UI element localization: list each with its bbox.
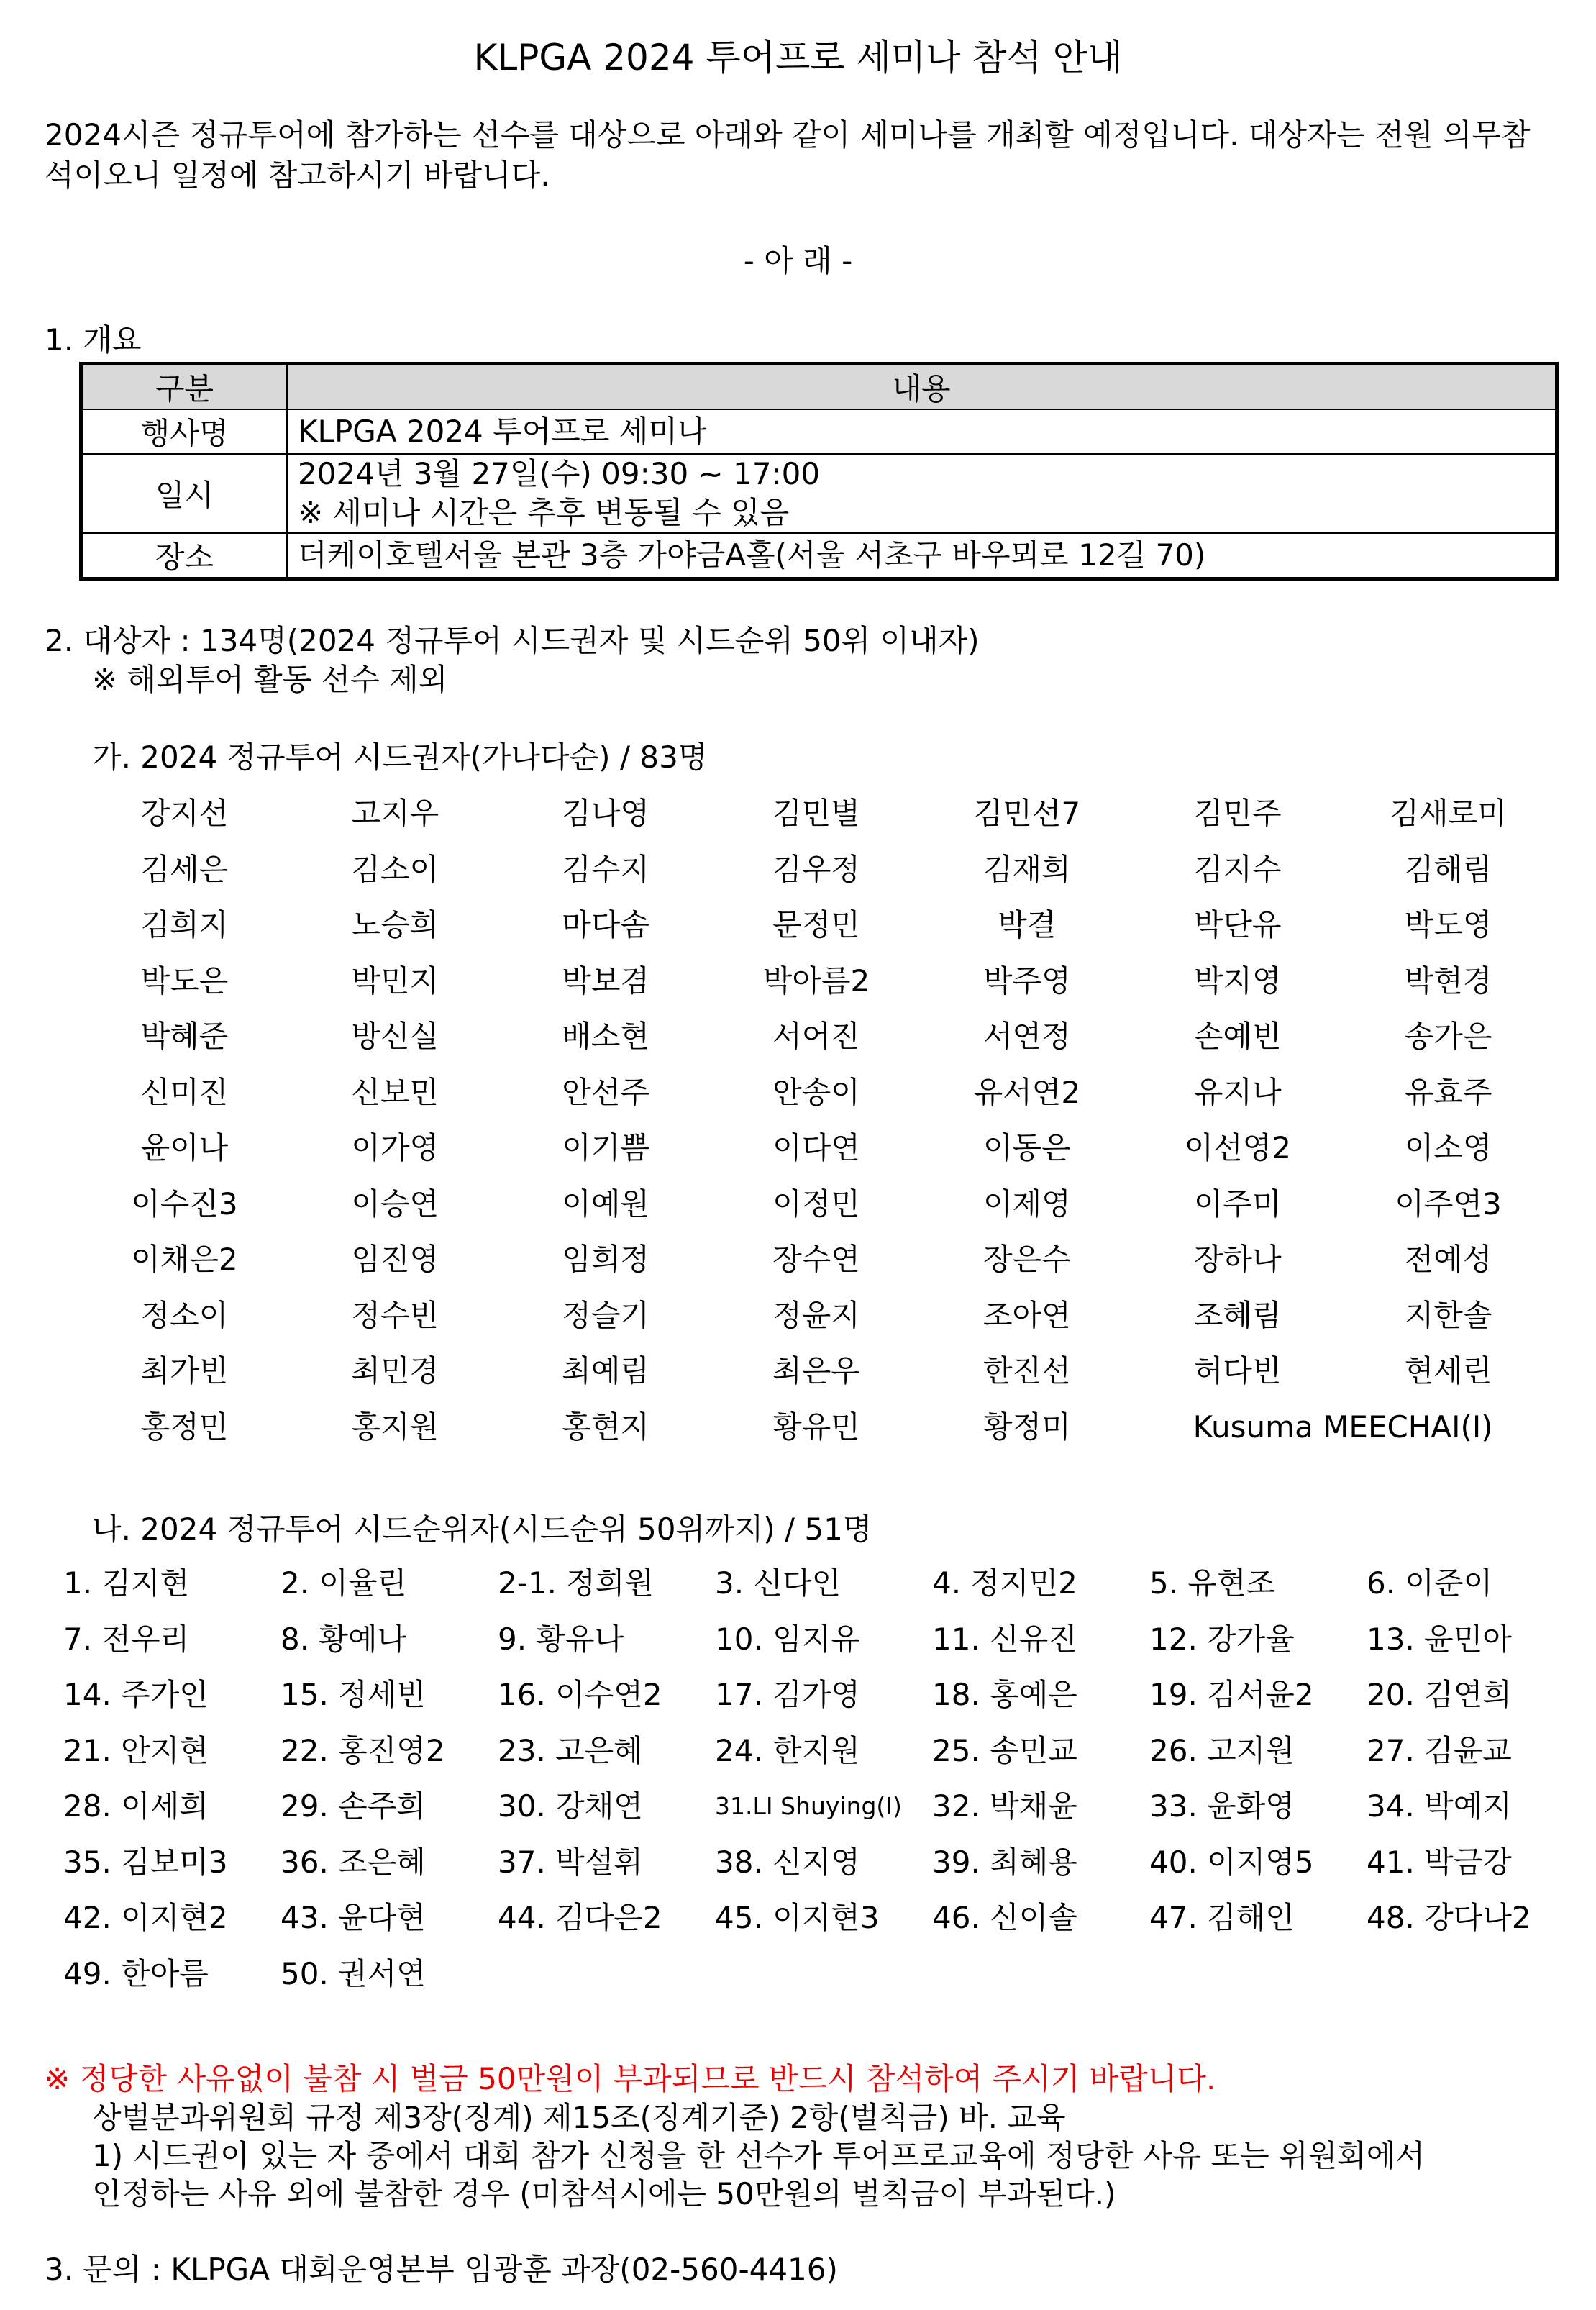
seed-holder-name: 홍지원 [351,1409,439,1445]
overview-header-row [81,364,1557,410]
seed-ranked-name: 35. 김보미3 [63,1844,228,1880]
seed-ranked-name: 30. 강채연 [498,1788,643,1824]
seed-holder-name: 허다빈 [1193,1353,1282,1388]
seed-holder-name: 이동은 [982,1130,1071,1165]
seed-ranked-name: 6. 이준이 [1367,1565,1493,1601]
seed-ranked-name: 11. 신유진 [932,1621,1077,1657]
seed-holder-name: 박결 [998,907,1057,942]
seed-ranked-name: 47. 김해인 [1149,1900,1295,1935]
event-label: 행사명 [81,409,288,454]
seed-ranked-name: 12. 강가율 [1149,1621,1295,1657]
seed-holder-name: 한진선 [982,1353,1071,1388]
seed-ranked-name: 10. 임지유 [715,1621,860,1657]
seed-holder-name: 문정민 [772,907,860,942]
seed-holder-name: 박단유 [1193,907,1282,942]
section2-heading: 2. 대상자 : 134명(2024 정규투어 시드권자 및 시드순위 50위 이내자) [45,623,980,658]
seed-holder-name: 방신실 [351,1019,439,1054]
seed-holder-name: 조아연 [982,1297,1071,1333]
seed-ranked-name: 33. 윤화영 [1149,1788,1295,1824]
seed-ranked-name: 49. 한아름 [63,1955,209,1991]
seed-holder-name: 배소현 [562,1019,649,1054]
seed-ranked-name: 2. 이율린 [281,1565,407,1601]
seed-ranked-name: 41. 박금강 [1367,1844,1512,1880]
seed-ranked-name: 8. 황예나 [281,1621,407,1657]
seed-ranked-name: 4. 정지민2 [932,1565,1077,1601]
seed-holder-name: 박현경 [1404,963,1492,999]
seed-holder-name: 김세은 [140,851,229,887]
col-header-value: 내용 [287,364,1557,410]
intro-paragraph: 2024시즌 정규투어에 참가하는 선수를 대상으로 아래와 같이 세미나를 개최할 예정입니다. 대상자는 전원 의무참석이오니 일정에 참고하시기 바랍니다. [45,117,1531,193]
overview-row-event [81,409,1557,454]
seed-ranked-name: 3. 신다인 [715,1565,842,1601]
seed-holder-name: 박아름2 [762,963,870,999]
seed-holder-name: 이가영 [351,1130,439,1165]
seed-holder-name: 이주연3 [1395,1186,1502,1222]
seed-ranked-name: 2-1. 정희원 [498,1565,655,1601]
seed-holder-name: 안송이 [772,1074,860,1110]
seed-holder-name: 마다솜 [562,907,649,942]
section1-heading: 1. 개요 [45,322,142,358]
seed-holder-name: 손예빈 [1193,1019,1282,1054]
seed-holder-name: 유효주 [1404,1074,1492,1110]
seed-ranked-name: 46. 신이솔 [932,1900,1077,1935]
seed-holder-name: 임희정 [562,1242,649,1277]
seed-holder-name: 안선주 [562,1074,649,1110]
seed-holder-name: 김지수 [1193,851,1282,887]
seed-holder-name: 김해림 [1404,851,1492,887]
seed-ranked-name: 45. 이지현3 [715,1900,880,1935]
seed-holder-name: 김민주 [1193,796,1282,831]
seed-holder-name: 황정미 [982,1409,1071,1445]
seed-holders-heading: 가. 2024 정규투어 시드권자(가나다순) / 83명 [92,740,708,775]
seed-holder-name: 김우정 [772,851,860,887]
seed-holder-name: 최민경 [351,1353,439,1388]
seed-holder-name: 최은우 [772,1353,860,1388]
seed-holder-name: 이승연 [351,1186,439,1222]
warning-line: ※ 정당한 사유없이 불참 시 벌금 50만원이 부과되므로 반드시 참석하여 주시기 바랍니다. [45,2061,1216,2096]
seed-holder-name: 신보민 [351,1074,439,1110]
seed-ranked-name: 48. 강다나2 [1367,1900,1531,1935]
seed-holder-name: 이정민 [772,1186,860,1222]
seed-ranked-name: 38. 신지영 [715,1844,860,1880]
seed-holder-name: 정윤지 [772,1297,860,1333]
date-cell [287,454,1557,533]
seed-ranked-name: 24. 한지원 [715,1732,860,1768]
seed-ranked-name: 20. 김연희 [1367,1677,1512,1712]
place-value: 더케이호텔서울 본관 3층 가야금A홀(서울 서초구 바우뫼로 12길 70) [287,533,1557,579]
seed-ranked-name: 14. 주가인 [63,1677,209,1712]
seed-ranked-name: 27. 김윤교 [1367,1732,1512,1768]
seed-holder-name: 강지선 [140,796,229,831]
seed-ranked-name: 21. 안지현 [63,1732,209,1768]
seed-ranked-name: 5. 유현조 [1149,1565,1276,1601]
event-value: KLPGA 2024 투어프로 세미나 [287,409,1557,454]
seed-holder-name: 김수지 [562,851,649,887]
seed-holder-name: 박지영 [1193,963,1282,999]
seed-ranked-name: 36. 조은혜 [281,1844,426,1880]
seed-ranked-name: 43. 윤다현 [281,1900,426,1935]
seed-ranked-name: 39. 최혜용 [932,1844,1077,1880]
seed-holder-name: 고지우 [351,796,439,831]
seed-ranked-name: 13. 윤민아 [1367,1621,1512,1657]
seed-holder-name: 최가빈 [140,1353,229,1388]
seed-holder-name: 홍현지 [562,1409,649,1445]
seed-holder-name: 이기쁨 [562,1130,649,1165]
seed-holder-name: 김민선7 [973,796,1081,831]
seed-holder-name: Kusuma MEECHAI(I) [1193,1409,1493,1445]
seed-holder-name: 박혜준 [140,1019,229,1054]
seed-holder-name: 노승희 [351,907,439,942]
seed-ranked-name: 22. 홍진영2 [281,1732,445,1768]
seed-holder-name: 박도은 [140,963,229,999]
seed-ranked-name: 42. 이지현2 [63,1900,228,1935]
seed-holder-name: 이소영 [1404,1130,1492,1165]
seed-ranked-name: 28. 이세희 [63,1788,209,1824]
section3-heading: 3. 문의 : KLPGA 대회운영본부 임광훈 과장(02-560-4416) [45,2252,838,2287]
seed-holder-name: 박민지 [351,963,439,999]
seed-holder-name: 서어진 [772,1019,860,1054]
seed-holder-name: 이선영2 [1184,1130,1291,1165]
overview-table [79,362,1559,581]
seed-holder-name: 김새로미 [1390,796,1507,831]
seed-holder-name: 신미진 [140,1074,229,1110]
seed-holder-name: 이제영 [982,1186,1071,1222]
seed-ranked-name: 7. 전우리 [63,1621,190,1657]
col-header-key: 구분 [81,364,288,410]
seed-holder-name: 정슬기 [562,1297,649,1333]
section2-note: ※ 해외투어 활동 선수 제외 [92,662,448,697]
seed-holder-name: 최예림 [562,1353,649,1388]
seed-ranked-name: 29. 손주희 [281,1788,426,1824]
seed-ranked-name: 44. 김다은2 [498,1900,662,1935]
place-label: 장소 [81,533,288,579]
rule-detail-2: 인정하는 사유 외에 불참한 경우 (미참석시에는 50만원의 벌칙금이 부과된다.) [92,2176,1116,2211]
seed-holder-name: 박주영 [982,963,1071,999]
seed-holder-name: 정소이 [140,1297,229,1333]
seed-holder-name: 이예원 [562,1186,649,1222]
seed-ranked-name: 15. 정세빈 [281,1677,426,1712]
date-note: ※ 세미나 시간은 추후 변동될 수 있음 [298,495,790,530]
seed-holder-name: 임진영 [351,1242,439,1277]
seed-ranked-name: 17. 김가영 [715,1677,860,1712]
seed-ranked-name: 31.LI Shuying(I) [715,1792,902,1820]
seed-ranked-grid [63,1555,1574,2001]
seed-holder-name: 조혜림 [1193,1297,1282,1333]
seed-holder-name: 김재희 [982,851,1071,887]
seed-holder-name: 김소이 [351,851,439,887]
overview-row-place [81,533,1557,579]
seed-holder-name: 장은수 [982,1242,1071,1277]
seed-holder-name: 정수빈 [351,1297,439,1333]
seed-holder-name: 전예성 [1404,1242,1492,1277]
seed-ranked-heading: 나. 2024 정규투어 시드순위자(시드순위 50위까지) / 51명 [92,1511,872,1547]
seed-holder-name: 유지나 [1193,1074,1282,1110]
seed-ranked-name: 23. 고은혜 [498,1732,643,1768]
seed-holder-name: 박보겸 [562,963,649,999]
seed-ranked-name: 32. 박채윤 [932,1788,1077,1824]
seed-ranked-name: 37. 박설휘 [498,1844,643,1880]
overview-row-date [81,454,1557,533]
seed-holder-name: 서연정 [982,1019,1071,1054]
seed-ranked-name: 25. 송민교 [932,1732,1077,1768]
seed-holder-name: 홍정민 [140,1409,229,1445]
seed-holder-name: 유서연2 [973,1074,1081,1110]
seed-ranked-name: 26. 고지원 [1149,1732,1295,1768]
seed-holder-name: 김나영 [562,796,649,831]
seed-holder-name: 송가은 [1404,1019,1492,1054]
rule-detail-1: 1) 시드권이 있는 자 중에서 대회 참가 신청을 한 선수가 투어프로교육에 정당한 사유 또는 위원회에서 [92,2138,1425,2173]
seed-holder-name: 이수진3 [131,1186,238,1222]
seed-holder-name: 현세린 [1404,1353,1492,1388]
rule-line: 상벌분과위원회 규정 제3장(징계) 제15조(징계기준) 2항(벌칙금) 바. 교육 [92,2100,1066,2135]
seed-holder-name: 이다연 [772,1130,860,1165]
seed-holder-name: 장하나 [1193,1242,1282,1277]
seed-holder-name: 이주미 [1193,1186,1282,1222]
seed-ranked-name: 34. 박예지 [1367,1788,1512,1824]
date-label: 일시 [81,454,288,533]
seed-ranked-name: 18. 홍예은 [932,1677,1077,1712]
below-marker: - 아 래 - [743,243,853,278]
date-value: 2024년 3월 27일(수) 09:30 ~ 17:00 [298,456,821,491]
seed-holder-name: 박도영 [1404,907,1492,942]
seed-holder-name: 윤이나 [140,1130,229,1165]
seed-ranked-name: 19. 김서윤2 [1149,1677,1314,1712]
seed-ranked-name: 1. 김지현 [63,1565,190,1601]
seed-ranked-name: 16. 이수연2 [498,1677,662,1712]
seed-holder-name: 김민별 [772,796,860,831]
seed-holders-grid [79,786,1554,1455]
seed-holder-name: 황유민 [772,1409,860,1445]
seed-ranked-name: 50. 권서연 [281,1955,426,1991]
page-title: KLPGA 2024 투어프로 세미나 참석 안내 [473,37,1123,78]
seed-ranked-name: 40. 이지영5 [1149,1844,1314,1880]
seed-ranked-name: 9. 황유나 [498,1621,624,1657]
seed-holder-name: 이채은2 [131,1242,238,1277]
seed-holder-name: 장수연 [772,1242,860,1277]
seed-holder-name: 김희지 [140,907,229,942]
seed-holder-name: 지한솔 [1404,1297,1492,1333]
